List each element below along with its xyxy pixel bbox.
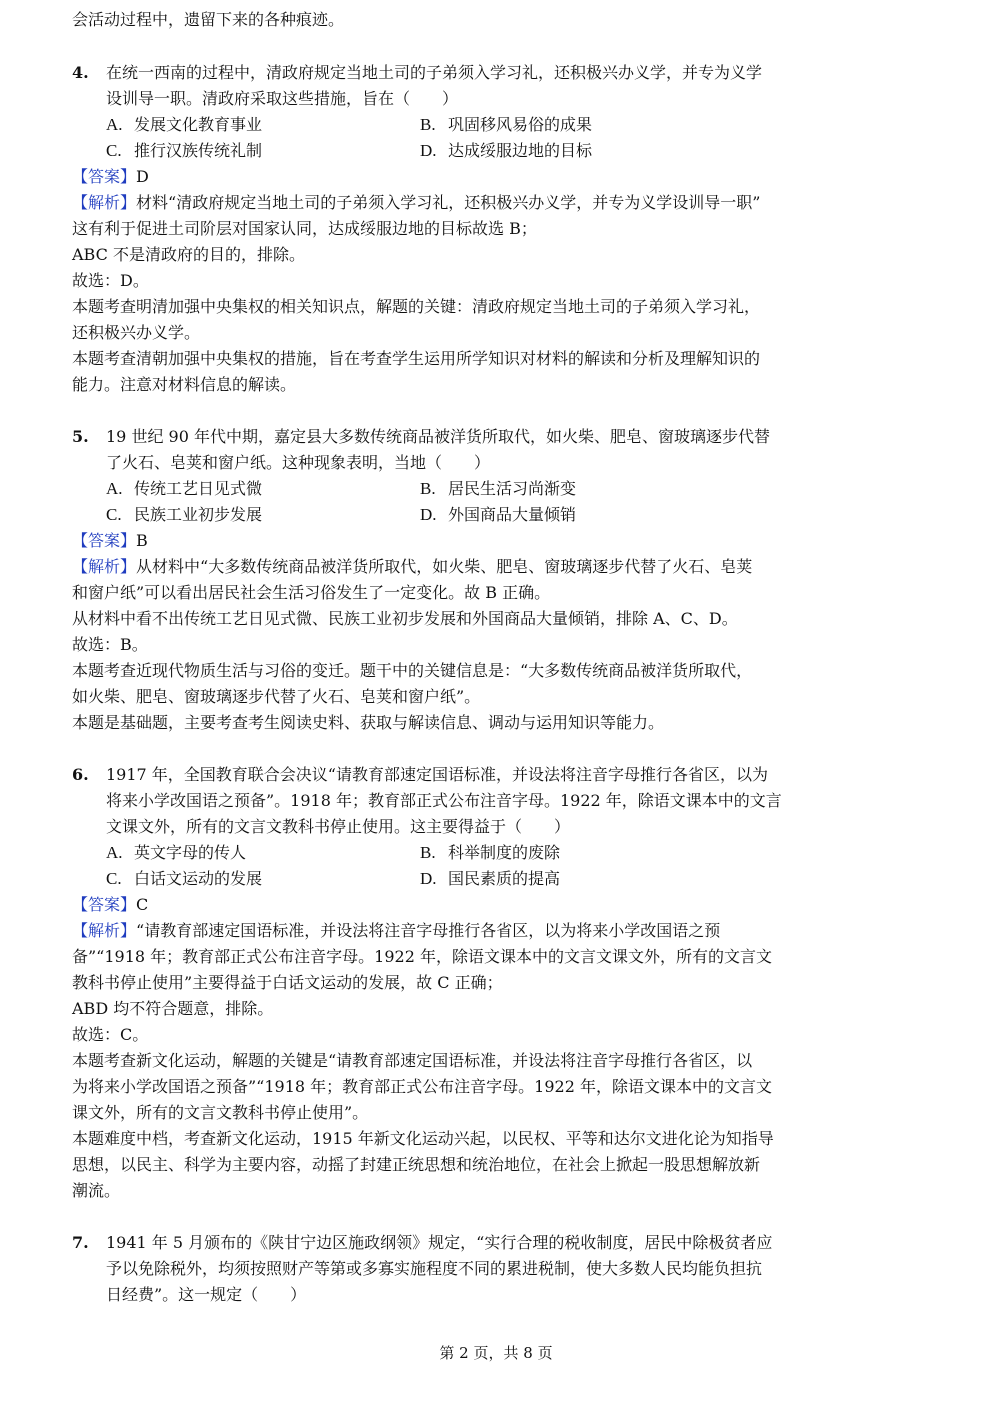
question-6-analysis-line: 思想，以民主、科学为主要内容，动摇了封建正统思想和统治地位，在社会上掀起一股思想解放新 [72, 1155, 761, 1174]
question-4-answer [72, 165, 149, 189]
analysis-tag: 【解析】 [72, 921, 137, 940]
question-5-analysis-line: 从材料中看不出传统工艺日见式微、民族工业初步发展和外国商品大量倾销，排除 A、C、D。 [72, 609, 738, 628]
question-4-number: 4. [72, 63, 89, 82]
question-4-analysis-line [72, 191, 760, 215]
question-4-stem-line: 在统一西南的过程中，清政府规定当地土司的子弟须入学习礼，还积极兴办义学，并专为义学 [106, 63, 763, 82]
option-letter: D. [420, 505, 437, 524]
option-letter: A. [106, 843, 123, 862]
question-4-stem-line: 设训导一职。清政府采取这些措施，旨在（ ） [106, 89, 459, 108]
question-5-option-d [420, 503, 576, 527]
question-6-option-a [106, 841, 246, 865]
question-6-analysis-line: 课文外，所有的文言文教科书停止使用”。 [72, 1103, 369, 1122]
question-5-option-c [106, 503, 262, 527]
question-6-analysis-line: 为将来小学改国语之预备”“1918 年；教育部正式公布注音字母。1922 年，除语文课本中的文言文 [72, 1077, 772, 1096]
option-letter: B. [420, 115, 436, 134]
analysis-text: “请教育部速定国语标准，并设法将注音字母推行各省区，以为将来小学改国语之预 [136, 921, 721, 940]
question-6-option-d [420, 867, 560, 891]
intro-line: 会活动过程中，遗留下来的各种痕迹。 [72, 10, 345, 29]
option-letter: A. [106, 115, 123, 134]
option-text: 民族工业初步发展 [134, 505, 263, 524]
question-6-option-b [420, 841, 560, 865]
option-letter: C. [106, 141, 122, 160]
question-4-analysis-line: 还积极兴办义学。 [72, 323, 201, 342]
answer-tag: 【答案】 [72, 895, 137, 914]
option-letter: B. [420, 843, 436, 862]
option-text: 白话文运动的发展 [134, 869, 263, 888]
question-5-option-b [420, 477, 576, 501]
question-5-analysis-line [72, 555, 752, 579]
question-6-stem-line: 将来小学改国语之预备”。1918 年；教育部正式公布注音字母。1922 年，除语文课本中的文言 [106, 791, 782, 810]
option-text: 居民生活习尚渐变 [448, 479, 577, 498]
question-6-stem-line: 文课文外，所有的文言文教科书停止使用。这主要得益于（ ） [106, 817, 571, 836]
question-6-number: 6. [72, 765, 89, 784]
answer-tag: 【答案】 [72, 167, 137, 186]
analysis-tag: 【解析】 [72, 193, 137, 212]
question-6-stem-line: 1917 年，全国教育联合会决议“请教育部速定国语标准，并设法将注音字母推行各省区，以为 [106, 765, 768, 784]
answer-value: C [136, 895, 149, 914]
option-text: 外国商品大量倾销 [448, 505, 577, 524]
option-text: 科举制度的废除 [448, 843, 561, 862]
question-4-analysis-line: 本题考查明清加强中央集权的相关知识点，解题的关键：清政府规定当地土司的子弟须入学习礼， [72, 297, 761, 316]
option-letter: C. [106, 869, 122, 888]
question-5-analysis-line: 和窗户纸”可以看出居民社会生活习俗发生了一定变化。故 B 正确。 [72, 583, 551, 602]
option-text: 推行汉族传统礼制 [134, 141, 263, 160]
question-4-analysis-line: 这有利于促进土司阶层对国家认同，达成绥服边地的目标故选 B； [72, 219, 537, 238]
question-6-analysis-line: 本题难度中档，考查新文化运动，1915 年新文化运动兴起，以民权、平等和达尔文进化论为知指导 [72, 1129, 774, 1148]
question-6-analysis-line: 备”“1918 年；教育部正式公布注音字母。1922 年，除语文课本中的文言文课文外，所有的文言文 [72, 947, 772, 966]
question-4-option-b [420, 113, 592, 137]
question-4-option-a [106, 113, 262, 137]
option-text: 发展文化教育事业 [134, 115, 263, 134]
question-5-analysis-line: 故选：B。 [72, 635, 148, 654]
question-7-stem-line: 1941 年 5 月颁布的《陕甘宁边区施政纲领》规定，“实行合理的税收制度，居民中除极贫者应 [106, 1233, 773, 1252]
question-5-option-a [106, 477, 262, 501]
option-letter: A. [106, 479, 123, 498]
question-5-analysis-line: 本题是基础题，主要考查考生阅读史料、获取与解读信息、调动与运用知识等能力。 [72, 713, 665, 732]
question-6-analysis-line: 教科书停止使用”主要得益于白话文运动的发展，故 C 正确； [72, 973, 503, 992]
analysis-text: 从材料中“大多数传统商品被洋货所取代，如火柴、肥皂、窗玻璃逐步代替了火石、皂荚 [136, 557, 753, 576]
answer-value: B [136, 531, 148, 550]
analysis-tag: 【解析】 [72, 557, 137, 576]
question-6-answer [72, 893, 148, 917]
question-7-number: 7. [72, 1233, 89, 1252]
question-6-option-c [106, 867, 262, 891]
question-5-number: 5. [72, 427, 89, 446]
question-6-analysis-line: 本题考查新文化运动，解题的关键是“请教育部速定国语标准，并设法将注音字母推行各省区，以 [72, 1051, 753, 1070]
option-text: 英文字母的传人 [134, 843, 247, 862]
option-letter: C. [106, 505, 122, 524]
answer-value: D [136, 167, 149, 186]
question-4-analysis-line: 故选：D。 [72, 271, 149, 290]
answer-tag: 【答案】 [72, 531, 137, 550]
analysis-text: 材料“清政府规定当地土司的子弟须入学习礼，还积极兴办义学，并专为义学设训导一职” [136, 193, 761, 212]
question-4-analysis-line: ABC 不是清政府的目的，排除。 [72, 245, 305, 264]
option-letter: D. [420, 869, 437, 888]
option-letter: D. [420, 141, 437, 160]
question-6-analysis-line [72, 919, 720, 943]
question-4-option-d [420, 139, 592, 163]
question-7-stem-line: 日经费”。这一规定（ ） [106, 1285, 307, 1304]
option-letter: B. [420, 479, 436, 498]
question-5-analysis-line: 本题考查近现代物质生活与习俗的变迁。题干中的关键信息是：“大多数传统商品被洋货所取代， [72, 661, 753, 680]
question-5-stem-line: 19 世纪 90 年代中期，嘉定县大多数传统商品被洋货所取代，如火柴、肥皂、窗玻璃逐步代替 [106, 427, 770, 446]
question-4-analysis-line: 本题考查清朝加强中央集权的措施，旨在考查学生运用所学知识对材料的解读和分析及理解知识的 [72, 349, 761, 368]
question-6-analysis-line: 故选：C。 [72, 1025, 149, 1044]
page-number-footer: 第 2 页，共 8 页 [439, 1344, 553, 1362]
question-4-option-c [106, 139, 262, 163]
question-5-answer [72, 529, 148, 553]
question-6-analysis-line: 潮流。 [72, 1181, 121, 1200]
question-4-analysis-line: 能力。注意对材料信息的解读。 [72, 375, 297, 394]
question-6-analysis-line: ABD 均不符合题意，排除。 [72, 999, 274, 1018]
option-text: 达成绥服边地的目标 [448, 141, 593, 160]
option-text: 传统工艺日见式微 [134, 479, 263, 498]
question-5-stem-line: 了火石、皂荚和窗户纸。这种现象表明，当地（ ） [106, 453, 491, 472]
option-text: 巩固移风易俗的成果 [448, 115, 593, 134]
question-5-analysis-line: 如火柴、肥皂、窗玻璃逐步代替了火石、皂荚和窗户纸”。 [72, 687, 481, 706]
option-text: 国民素质的提高 [448, 869, 561, 888]
question-7-stem-line: 予以免除税外，均须按照财产等第或多寡实施程度不同的累进税制，使大多数人民均能负担抗 [106, 1259, 763, 1278]
